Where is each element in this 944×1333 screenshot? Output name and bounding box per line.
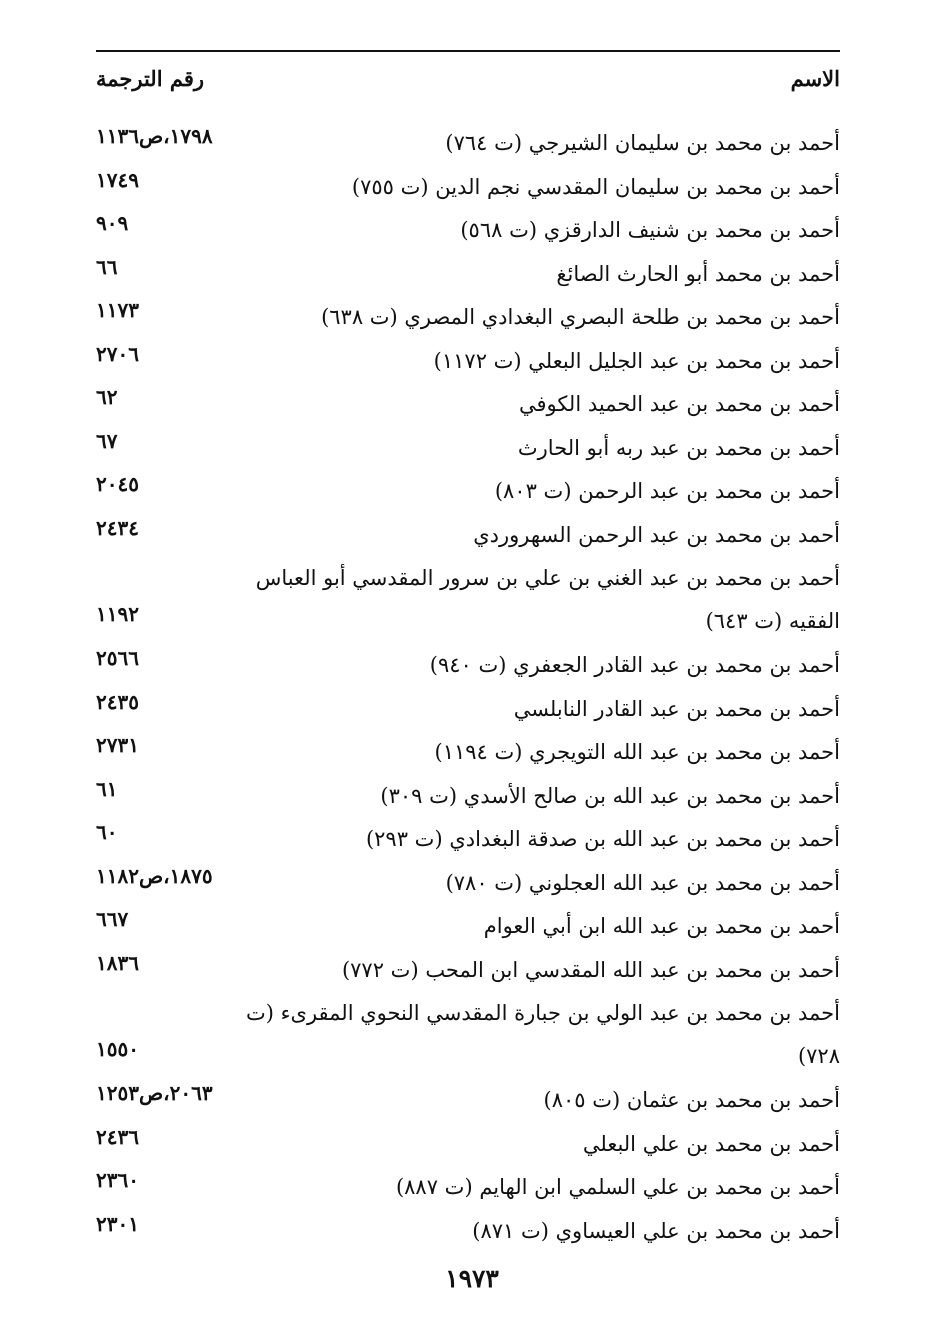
list-item	[0, 945, 944, 989]
list-item	[0, 292, 944, 336]
list-item	[0, 379, 944, 423]
entry-name: أحمد بن محمد بن عبد الحميد الكوفي	[518, 392, 840, 416]
entry-number: ٦٦	[96, 254, 118, 279]
list-item	[0, 205, 944, 249]
list-item	[0, 1162, 944, 1206]
entry-name: أحمد بن محمد بن عبد القادر الجعفري (ت ٩٤٠)	[429, 653, 840, 677]
entry-number: ٦١	[96, 776, 118, 801]
entry-name: أحمد بن محمد بن عبد الجليل البعلي (ت ١١٧٢)	[433, 348, 840, 373]
entry-number: ٢٤٣٥	[96, 689, 139, 714]
list-item	[0, 1206, 944, 1250]
entry-number: ٦٠	[96, 820, 118, 844]
entry-number: ١١٧٣	[96, 298, 139, 322]
page-number: ١٩٧٣	[445, 1264, 499, 1293]
entry-name: أحمد بن محمد بن سليمان الشيرجي (ت ٧٦٤)	[445, 131, 840, 155]
header-name-column: الاسم	[790, 66, 840, 91]
entry-name: أحمد بن محمد بن عبد ربه أبو الحارث	[517, 435, 840, 460]
list-item	[0, 466, 944, 510]
entry-number: ٢٣٠١	[96, 1211, 139, 1236]
entry-number: ١٧٩٨،ص١١٣٦	[96, 124, 213, 148]
list-item	[0, 727, 944, 771]
list-item	[0, 684, 944, 728]
entry-number: ٦٧	[96, 428, 118, 453]
entry-name: أحمد بن محمد بن عبد الغني بن علي بن سرور المقدسي أبو العباس الفقيه (ت ٦٤٣)	[255, 566, 840, 633]
entry-number: ٢٠٤٥	[96, 472, 139, 496]
entry-number: ١٥٥٠	[96, 1037, 139, 1061]
entry-number: ٦٢	[96, 385, 118, 409]
entry-number: ٢٧٠٦	[96, 341, 139, 366]
list-item	[0, 118, 944, 162]
entry-name: أحمد بن محمد بن عثمان (ت ٨٠٥)	[543, 1088, 840, 1112]
list-item	[0, 640, 944, 684]
entry-name: أحمد بن محمد بن طلحة البصري البغدادي المصري (ت ٦٣٨)	[321, 305, 840, 329]
entries-list	[0, 118, 944, 1249]
top-rule	[96, 50, 840, 52]
list-item	[0, 1075, 944, 1119]
entry-number: ٢٤٣٤	[96, 515, 139, 540]
entry-name: أحمد بن محمد بن عبد الله بن صالح الأسدي (ت ٣٠٩)	[380, 783, 840, 808]
entry-number: ٢٤٣٦	[96, 1124, 139, 1149]
entry-name: أحمد بن محمد أبو الحارث الصائغ	[556, 261, 840, 286]
list-item	[0, 423, 944, 467]
entry-name: أحمد بن محمد بن عبد الرحمن (ت ٨٠٣)	[494, 479, 840, 503]
list-item	[0, 771, 944, 815]
entry-name: أحمد بن محمد بن شنيف الدارقزي (ت ٥٦٨)	[460, 218, 840, 242]
entry-name: أحمد بن محمد بن عبد القادر النابلسي	[513, 696, 840, 721]
list-item	[0, 814, 944, 858]
entry-number: ١٨٣٦	[96, 950, 139, 975]
entry-number: ١٧٤٩	[96, 167, 139, 192]
entry-name: أحمد بن محمد بن عبد الله العجلوني (ت ٧٨٠)	[445, 870, 840, 895]
list-item	[0, 249, 944, 293]
entry-name: أحمد بن محمد بن عبد الله بن صدقة البغدادي (ت ٢٩٣)	[365, 827, 840, 851]
entry-number: ١٨٧٥،ص١١٨٢	[96, 863, 213, 888]
entry-number: ٢٧٣١	[96, 733, 139, 757]
list-item	[0, 336, 944, 380]
entry-number: ٢٥٦٦	[96, 646, 139, 670]
list-item	[0, 901, 944, 945]
list-item	[0, 858, 944, 902]
list-item	[0, 510, 944, 554]
entry-name: أحمد بن محمد بن علي السلمي ابن الهايم (ت ٨٨٧)	[395, 1175, 840, 1199]
list-item	[0, 1119, 944, 1163]
entry-number: ١١٩٢	[96, 602, 139, 626]
entry-name: أحمد بن محمد بن سليمان المقدسي نجم الدين (ت ٧٥٥)	[351, 174, 840, 199]
entry-name: أحمد بن محمد بن عبد الرحمن السهروردي	[473, 522, 840, 547]
entry-number: ٩٠٩	[96, 211, 129, 235]
list-item	[0, 988, 944, 1075]
list-item	[0, 162, 944, 206]
entry-name: أحمد بن محمد بن عبد الله ابن أبي العوام	[483, 914, 840, 938]
list-item	[0, 553, 944, 640]
entry-name: أحمد بن محمد بن علي العيساوي (ت ٨٧١)	[472, 1218, 840, 1243]
entry-number: ٢٠٦٣،ص١٢٥٣	[96, 1081, 213, 1105]
entry-number: ٦٦٧	[96, 907, 129, 931]
entry-number: ٢٣٦٠	[96, 1168, 139, 1192]
entry-name: أحمد بن محمد بن علي البعلي	[582, 1131, 840, 1156]
entry-name: أحمد بن محمد بن عبد الله التويجري (ت ١١٩٤)	[434, 740, 840, 764]
entry-name: أحمد بن محمد بن عبد الله المقدسي ابن المحب (ت ٧٧٢)	[341, 957, 840, 982]
header-number-column: رقم الترجمة	[96, 66, 205, 91]
entry-name: أحمد بن محمد بن عبد الولي بن جبارة المقدسي النحوي المقرىء (ت ٧٢٨)	[246, 1001, 840, 1068]
